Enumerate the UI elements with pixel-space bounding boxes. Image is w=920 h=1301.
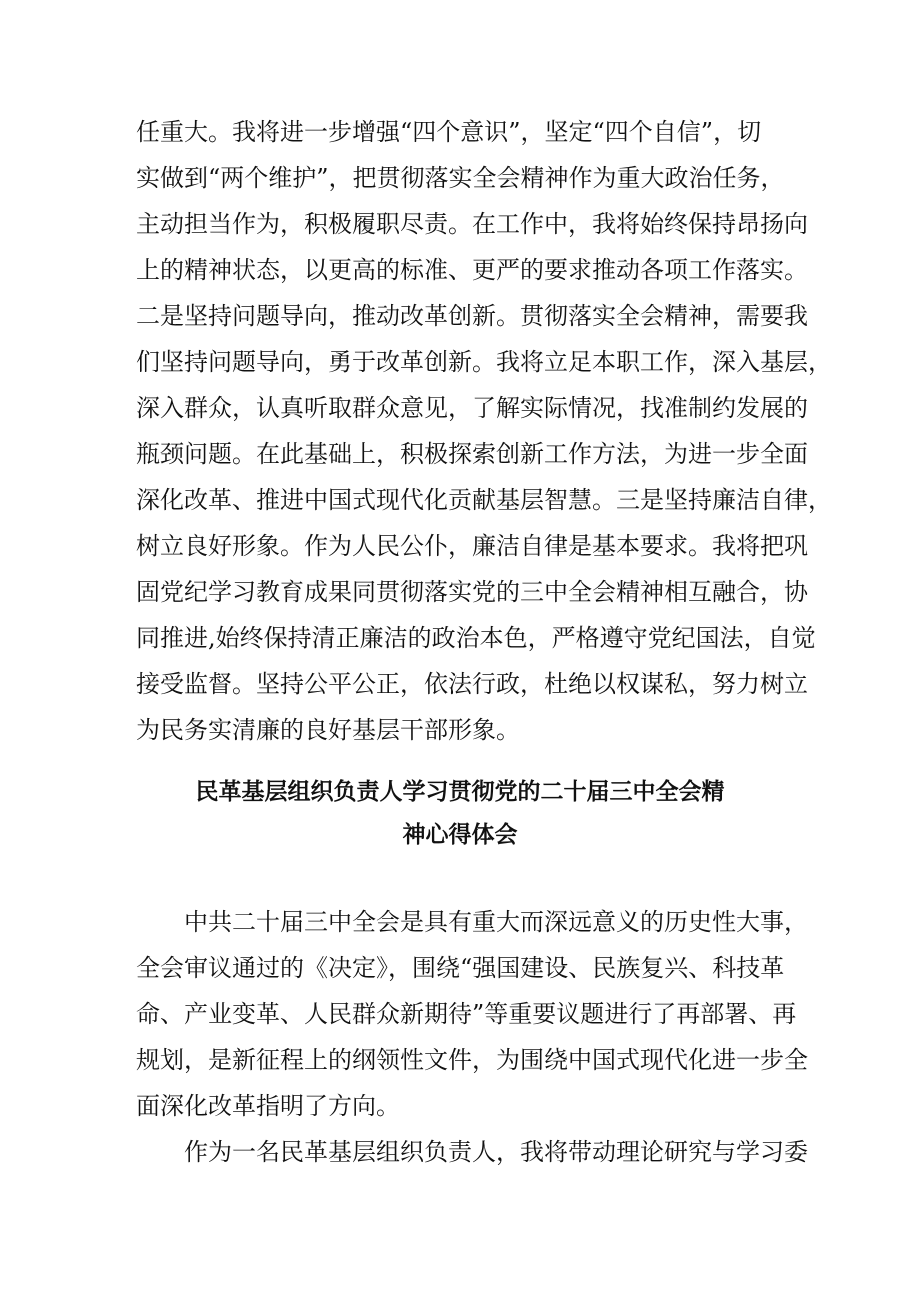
text-line: 二是坚持问题导向，推动改革创新。贯彻落实全会精神，需要我 [136, 302, 808, 330]
text-line: 瓶颈问题。在此基础上，积极探索创新工作方法，为进一步全面 [136, 440, 808, 468]
text-line: 们坚持问题导向，勇于改革创新。我将立足本职工作，深入基层， [136, 348, 832, 376]
article-title-line-1: 民革基层组织负责人学习贯彻党的二十届三中全会精 [195, 779, 725, 805]
text-line: 为民务实清廉的良好基层干部形象。 [136, 716, 520, 744]
text-line: 树立良好形象。作为人民公仆，廉洁自律是基本要求。我将把巩 [136, 532, 808, 560]
text-line: 中共二十届三中全会是具有重大而深远意义的历史性大事， [184, 908, 808, 936]
text-line: 固党纪学习教育成果同贯彻落实党的三中全会精神相互融合，协 [136, 578, 808, 606]
text-line: 实做到“两个维护”，把贯彻落实全会精神作为重大政治任务， [136, 164, 785, 192]
article-title-line-2: 神心得体会 [402, 822, 518, 848]
text-line: 命、产业变革、人民群众新期待”等重要议题进行了再部署、再 [136, 1000, 797, 1028]
text-line: 作为一名民革基层组织负责人，我将带动理论研究与学习委 [184, 1138, 808, 1166]
text-line: 任重大。我将进一步增强“四个意识”，坚定“四个自信”，切 [136, 118, 762, 146]
text-line: 面深化改革指明了方向。 [136, 1092, 400, 1120]
text-line: 深化改革、推进中国式现代化贡献基层智慧。三是坚持廉洁自律， [136, 486, 832, 514]
text-line: 接受监督。坚持公平公正，依法行政，杜绝以权谋私，努力树立 [136, 670, 808, 698]
text-line: 规划，是新征程上的纲领性文件，为围绕中国式现代化进一步全 [136, 1046, 808, 1074]
text-line: 全会审议通过的《决定》，围绕“强国建设、民族复兴、科技革 [136, 954, 785, 982]
text-line: 同推进,始终保持清正廉洁的政治本色，严格遵守党纪国法，自觉 [136, 624, 816, 652]
text-line: 深入群众，认真听取群众意见，了解实际情况，找准制约发展的 [136, 394, 808, 422]
text-line: 主动担当作为，积极履职尽责。在工作中，我将始终保持昂扬向 [136, 210, 808, 238]
text-line: 上的精神状态，以更高的标准、更严的要求推动各项工作落实。 [136, 256, 808, 284]
